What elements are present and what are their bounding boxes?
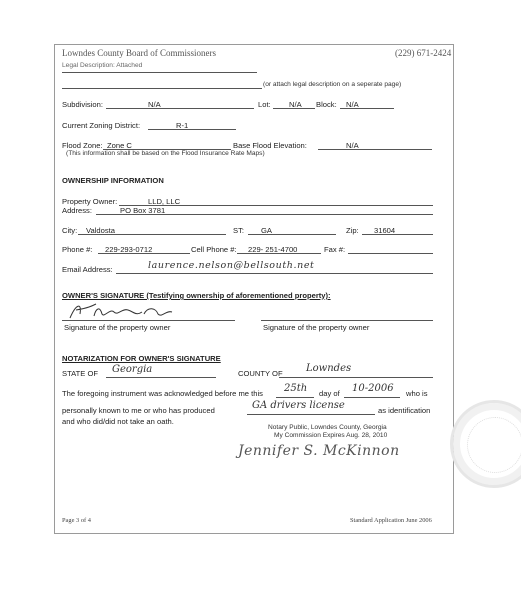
state-of-label: STATE OF [62,369,98,378]
page-number: Page 3 of 4 [62,517,91,524]
phone-label: Phone #: [62,245,93,254]
lot-label: Lot: [258,100,271,109]
attach-note: (or attach legal description on a seperate page) [263,81,402,88]
notary-signature: Jennifer S. McKinnon [238,443,400,459]
city-value[interactable]: Valdosta [86,226,115,235]
owner-signature-label-2: Signature of the property owner [263,323,370,332]
zoning-label: Current Zoning District: [62,121,141,130]
email-value[interactable]: laurence.nelson@bellsouth.net [148,260,315,271]
org-phone: (229) 671-2424 [395,48,452,58]
city-label: City: [62,226,78,235]
owner-signature-line-1[interactable] [62,320,235,321]
owner-signature-line-2[interactable] [261,320,433,321]
base-flood-elevation-label: Base Flood Elevation: [233,141,307,150]
subdivision-value[interactable]: N/A [148,100,161,109]
zoning-value[interactable]: R-1 [176,121,189,130]
org-name: Lowndes County Board of Commissioners [62,48,216,58]
property-owner-label: Property Owner: [62,197,118,206]
base-flood-elevation-value[interactable]: N/A [346,141,359,150]
notary-commission: My Commission Expires Aug. 28, 2010 [274,432,388,439]
state-value[interactable]: GA [261,226,272,235]
block-value[interactable]: N/A [346,100,359,109]
flood-zone-value[interactable]: Zone C [107,141,132,150]
lot-value[interactable]: N/A [289,100,302,109]
known-line-b: as identification [378,406,431,415]
ack-line-c: who is [406,389,428,398]
phone-value[interactable]: 229-293-0712 [105,245,153,254]
ack-line-a: The foregoing instrument was acknowledged before me this [62,389,263,398]
flood-note: (This information shall be based on the Flood Insurance Rate Maps) [66,150,265,157]
subdivision-label: Subdivision: [62,100,103,109]
owner-signature-heading: OWNER'S SIGNATURE (Testifying ownership of aforementioned property): [62,291,331,300]
address-label: Address: [62,206,92,215]
property-owner-value[interactable]: LLD, LLC [148,197,181,206]
cell-phone-label: Cell Phone #: [191,245,237,254]
zip-label: Zip: [346,226,359,235]
email-label: Email Address: [62,265,113,274]
state-of-value[interactable]: Georgia [112,364,153,375]
state-label: ST: [233,226,244,235]
ownership-heading: OWNERSHIP INFORMATION [62,176,164,185]
known-line-a: personally known to me or who has produced [62,406,215,415]
owner-signature-scribble [66,300,186,322]
cell-phone-value[interactable]: 229- 251-4700 [248,245,298,254]
identification-value[interactable]: GA drivers license [252,400,345,411]
legal-description-cut: Legal Description: Attached [62,62,143,69]
county-of-value[interactable]: Lowndes [306,363,352,374]
county-of-label: COUNTY OF [238,369,283,378]
owner-signature-label-1: Signature of the property owner [64,323,171,332]
ack-date-value[interactable]: 10-2006 [352,383,394,394]
block-label: Block: [316,100,337,109]
notarization-heading: NOTARIZATION FOR OWNER'S SIGNATURE [62,354,221,363]
flood-zone-label: Flood Zone: [62,141,103,150]
form-page-frame [54,44,454,534]
notary-title: Notary Public, Lowndes County, Georgia [268,424,387,431]
legal-description-line[interactable] [62,88,262,89]
notary-seal-emboss [450,400,521,488]
application-version: Standard Application June 2006 [350,517,432,524]
zip-value[interactable]: 31604 [374,226,396,235]
oath-line: and who did/did not take an oath. [62,417,174,426]
ack-line-b: day of [319,389,340,398]
fax-label: Fax #: [324,245,346,254]
address-value[interactable]: PO Box 3781 [120,206,166,215]
ack-day-value[interactable]: 25th [284,383,308,394]
